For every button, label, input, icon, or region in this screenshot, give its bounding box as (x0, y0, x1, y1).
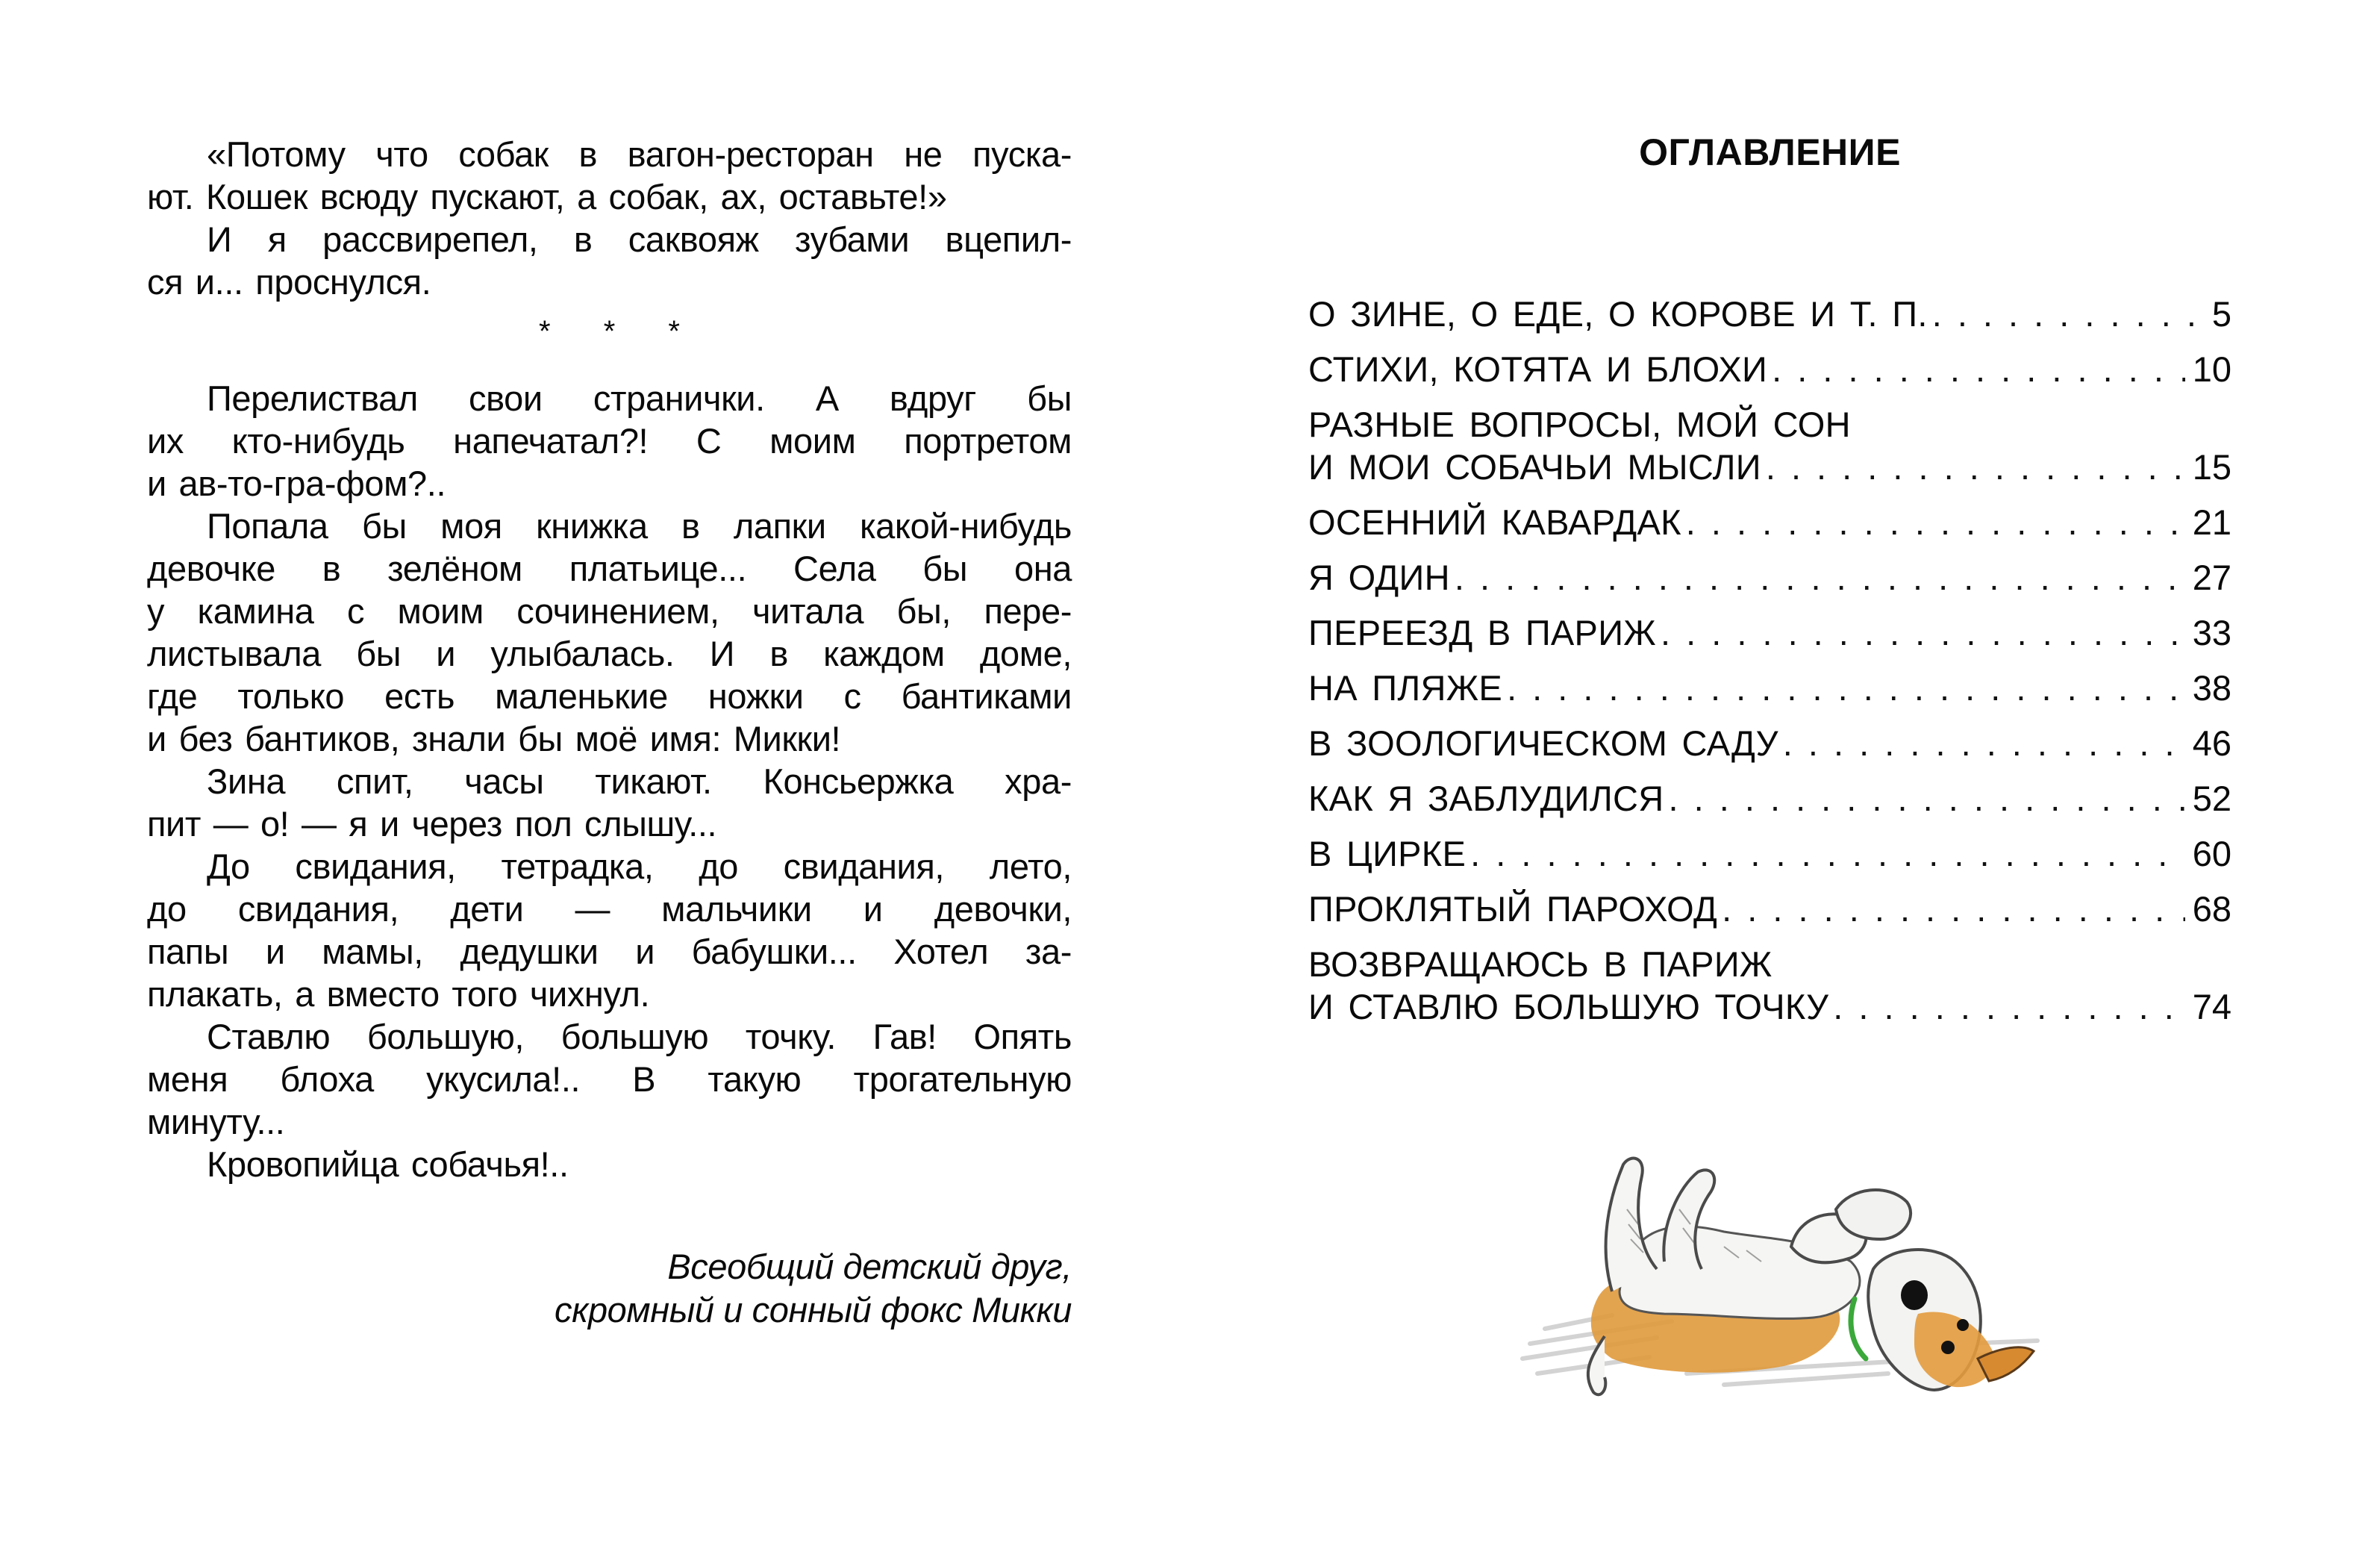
toc-entry[interactable] (1308, 722, 2231, 764)
text-line: Кровопийца собачья!.. (207, 1144, 569, 1184)
toc-entry-row (1308, 667, 2231, 709)
text-line: Перелиствал свои странички. А вдруг бы (207, 378, 1072, 418)
dot-leader (1455, 556, 2185, 599)
toc-entry-row (1308, 611, 2231, 654)
signature (147, 1245, 1072, 1332)
toc-entry-row (1308, 722, 2231, 764)
text-line: листывала бы и улыбалась. И в каждом доме, (147, 634, 1072, 673)
toc-page-number: 21 (2192, 502, 2231, 542)
text-line: «Потому что собак в вагон-ресторан не пуска- (207, 134, 1072, 174)
toc-entry-title: О ЗИНЕ, О ЕДЕ, О КОРОВЕ И Т. П. (1308, 294, 1928, 334)
dot-leader (1722, 888, 2185, 930)
text-line: ся и... проснулся. (147, 262, 431, 302)
dot-leader (1783, 722, 2185, 764)
toc-page-number: 27 (2192, 558, 2231, 597)
dog-leg (1606, 1159, 1657, 1291)
toc-entry[interactable] (1308, 777, 2231, 820)
dog-eye (1941, 1341, 1955, 1354)
toc-entry-title: СТИХИ, КОТЯТА И БЛОХИ (1308, 349, 1768, 389)
toc-entry-title: И СТАВЛЮ БОЛЬШУЮ ТОЧКУ (1308, 987, 1829, 1026)
toc-page-number: 10 (2192, 349, 2231, 389)
text-line: И я рассвирепел, в саквояж зубами вцепил- (207, 219, 1072, 259)
toc-page-number: 33 (2192, 613, 2231, 652)
toc-entry-row (1308, 832, 2231, 875)
toc-page-number: 38 (2192, 668, 2231, 708)
toc-entry-title: КАК Я ЗАБЛУДИЛСЯ (1308, 779, 1664, 818)
toc-entry-title: ВОЗВРАЩАЮСЬ В ПАРИЖ (1308, 944, 1772, 984)
text-line: папы и мамы, дедушки и бабушки... Хотел за- (147, 932, 1072, 971)
toc-entry-row (1308, 348, 2231, 390)
text-line: и без бантиков, знали бы моё имя: Микки! (147, 719, 841, 758)
dog-eye (1957, 1319, 1969, 1331)
text-line: Зина спит, часы тикают. Консьержка хра- (207, 761, 1072, 801)
toc-entry[interactable] (1308, 611, 2231, 654)
text-line: минуту... (147, 1102, 285, 1141)
toc-entry[interactable] (1308, 501, 2231, 543)
toc-entry-row (1308, 501, 2231, 543)
toc-entry-title: ОСЕННИЙ КАВАРДАК (1308, 502, 1681, 542)
toc-entry-title: ПЕРЕЕЗД В ПАРИЖ (1308, 613, 1656, 652)
signature-line: Всеобщий детский друг, (667, 1247, 1072, 1286)
toc-entry-title: НА ПЛЯЖЕ (1308, 668, 1503, 708)
paragraph (147, 505, 1072, 760)
toc-page-number: 15 (2192, 447, 2231, 487)
toc-entry[interactable] (1308, 556, 2231, 599)
toc-page-number: 74 (2192, 987, 2231, 1026)
toc-entry[interactable] (1308, 293, 2231, 335)
text-line: Ставлю большую, большую точку. Гав! Опять (207, 1017, 1072, 1056)
dot-leader (1668, 777, 2184, 820)
toc-entry-title: РАЗНЫЕ ВОПРОСЫ, МОЙ СОН (1308, 405, 1851, 444)
toc-entry[interactable] (1308, 348, 2231, 390)
paragraph (147, 218, 1072, 303)
dot-leader (1507, 667, 2185, 709)
text-line: у камина с моим сочинением, читала бы, пере- (147, 591, 1072, 631)
toc-entry-row (1308, 293, 2231, 335)
paragraph (147, 1143, 1072, 1185)
toc-entry-title: И МОИ СОБАЧЬИ МЫСЛИ (1308, 447, 1761, 487)
dot-leader (1932, 293, 2194, 335)
dot-leader (1661, 611, 2185, 654)
dot-leader (1833, 985, 2184, 1028)
text-line: меня блоха укусила!.. В такую трогательную (147, 1059, 1072, 1099)
table-of-contents (1308, 293, 2231, 1041)
text-line: до свидания, дети — мальчики и девочки, (147, 889, 1072, 929)
toc-entry-title: В ЦИРКЕ (1308, 834, 1467, 873)
toc-entry-row (1308, 943, 2231, 985)
toc-page-number: 5 (2211, 294, 2231, 334)
toc-entry[interactable] (1308, 943, 2231, 1028)
dog-illustration (1500, 1120, 2067, 1418)
toc-page-number: 46 (2192, 723, 2231, 763)
toc-entry[interactable] (1308, 832, 2231, 875)
toc-entry-row (1308, 403, 2231, 446)
dot-leader (1470, 832, 2185, 875)
toc-page-number: 60 (2192, 834, 2231, 873)
toc-entry-title: ПРОКЛЯТЫЙ ПАРОХОД (1308, 889, 1718, 929)
paragraph (147, 760, 1072, 845)
signature-line: скромный и сонный фокс Микки (555, 1290, 1072, 1330)
dog-paw (1836, 1190, 1911, 1239)
text-line: Попала бы моя книжка в лапки какой-нибудь (207, 506, 1072, 546)
text-line: пит — о! — я и через пол слышу... (147, 804, 717, 844)
toc-entry-title: Я ОДИН (1308, 558, 1450, 597)
toc-title: ОГЛАВЛЕНИЕ (1639, 131, 1901, 173)
text-line: девочке в зелёном платьице... Села бы она (147, 549, 1072, 588)
text-line: До свидания, тетрадка, до свидания, лето, (207, 847, 1072, 886)
text-line: ют. Кошек всюду пускают, а собак, ах, оставьте!» (147, 177, 947, 216)
dot-leader (1766, 446, 2185, 488)
toc-entry-row (1308, 556, 2231, 599)
toc-entry[interactable] (1308, 667, 2231, 709)
paragraph (147, 377, 1072, 505)
paragraph (147, 845, 1072, 1015)
dog-nose (1901, 1280, 1928, 1310)
toc-entry-title: В ЗООЛОГИЧЕСКОМ САДУ (1308, 723, 1778, 763)
dot-leader (1772, 348, 2185, 390)
toc-page-number: 68 (2192, 889, 2231, 929)
toc-entry[interactable] (1308, 888, 2231, 930)
toc-entry-row (1308, 446, 2231, 488)
toc-entry-row (1308, 985, 2231, 1028)
section-separator: * * * (539, 315, 702, 348)
text-line: и ав-то-гра-фом?.. (147, 464, 446, 503)
toc-entry-row (1308, 888, 2231, 930)
toc-page-number: 52 (2192, 779, 2231, 818)
text-line: где только есть маленькие ножки с бантиками (147, 676, 1072, 716)
paragraph (147, 133, 1072, 218)
dot-leader (1686, 501, 2185, 543)
dog-collar (1851, 1299, 1866, 1359)
body-text (147, 133, 1072, 1185)
paragraph (147, 1015, 1072, 1143)
toc-entry[interactable] (1308, 403, 2231, 488)
text-line: их кто-нибудь напечатал?! С моим портретом (147, 421, 1072, 461)
toc-entry-row (1308, 777, 2231, 820)
text-line: плакать, а вместо того чихнул. (147, 974, 650, 1014)
